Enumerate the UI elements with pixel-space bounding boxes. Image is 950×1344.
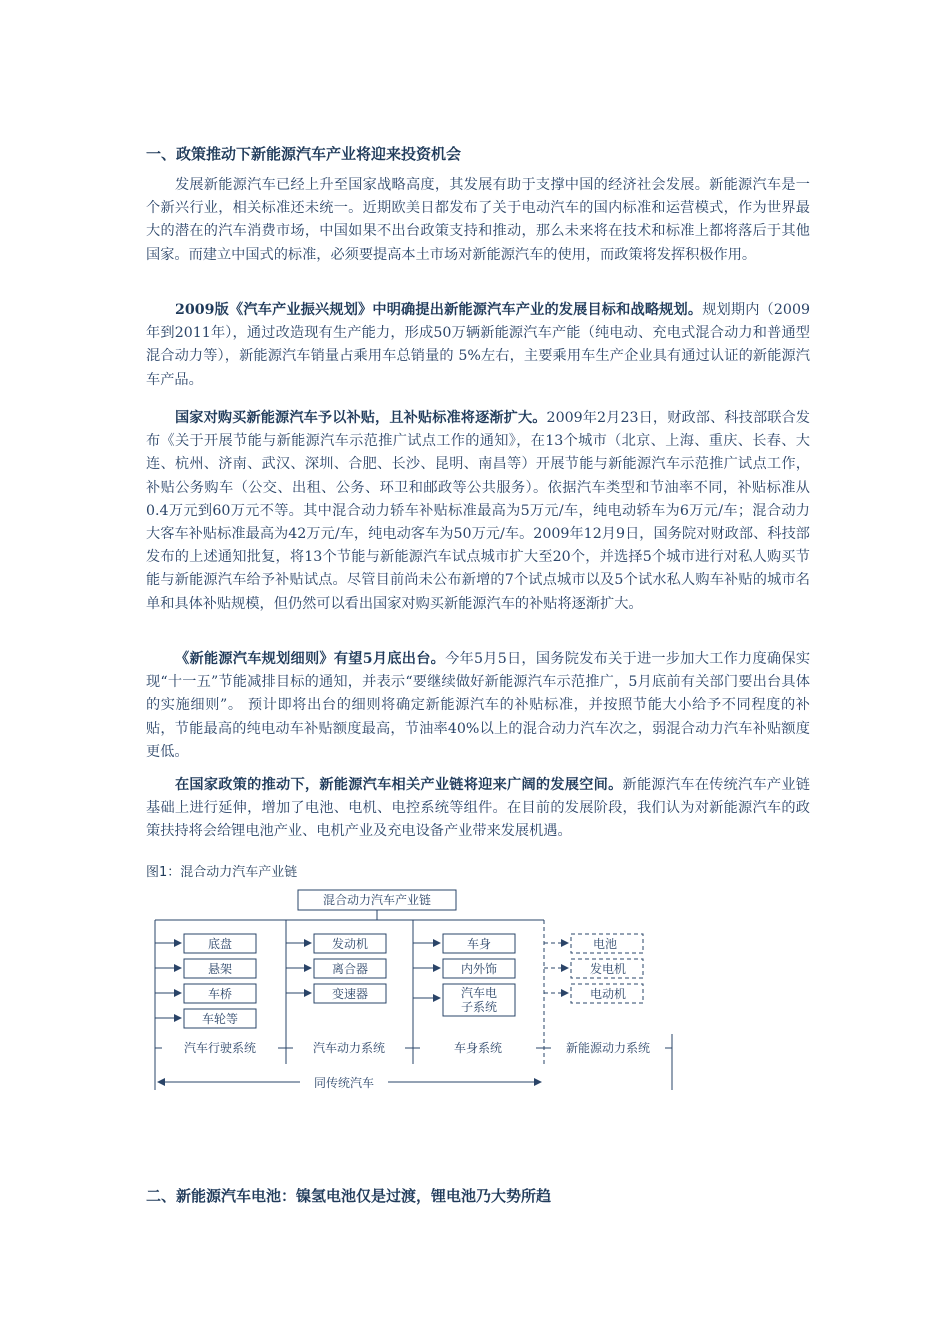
col3-label-2: 内外饰 xyxy=(460,962,498,976)
traditional-label: 同传统汽车 xyxy=(313,1076,375,1090)
paragraph-1-text: 发展新能源汽车已经上升至国家战略高度，其发展有助于支撑中国的经济社会发展。新能源汽车是一个新兴行业，相关标准还未统一。近期欧美日都发布了关于电动汽车的国内标准和运营模式，作为世界最大的潜在的汽车消费市场，中国如果不出台政策支持和推动，那么未来将在技术和标准上都将落后于其他国家。而建立中国式的标准，必须要提高本土市场对新能源汽车的使用，而政策将发挥积极作用。 xyxy=(146,177,810,263)
paragraph-2-lead: 2009版《汽车产业振兴规划》中明确提出新能源汽车产业的发展目标和战略规划。 xyxy=(175,302,703,318)
col4-label-2: 发电机 xyxy=(589,962,627,976)
col1-label-2: 悬架 xyxy=(207,962,233,976)
col2-label-2: 离合器 xyxy=(331,962,369,976)
system-label-3: 车身系统 xyxy=(453,1041,503,1055)
paragraph-5-body: 新能源汽车在传统汽车产业链基础上进行延伸，增加了电池、电机、电控系统等组件。在目前的发展阶段，我们认为对新能源汽车的政策扶持将会给锂电池产业、电机产业及充电设备产业带来发展机遇。 xyxy=(146,777,810,840)
paragraph-4-body: 今年5月5日，国务院发布关于进一步加大工作力度确保实现“十一五”节能减排目标的通知，并表示“要继续做好新能源汽车示范推广，5月底前有关部门要出台具体的实施细则”。 预计即将出台的细则将确定新能源汽车的补贴标准，并按照节能大小给予不同程度的补贴，节能最高的纯电动车补贴额度最高，节油率40%以上的混合动力汽车次之，弱混合动力汽车补贴额度更低。 xyxy=(146,651,811,760)
col3-label-3a: 汽车电 xyxy=(460,986,498,1000)
section1-title: 一、政策推动下新能源汽车产业将迎来投资机会 xyxy=(146,145,462,163)
col3-label-3b: 子系统 xyxy=(460,1000,498,1014)
col2-label-3: 变速器 xyxy=(331,987,369,1001)
root-label: 混合动力汽车产业链 xyxy=(322,893,432,907)
col4-label-3: 电动机 xyxy=(589,987,627,1001)
paragraph-5-lead: 在国家政策的推动下，新能源汽车相关产业链将迎来广阔的发展空间。 xyxy=(175,777,623,793)
paragraph-3-body: 2009年2月23日，财政部、科技部联合发布《关于开展节能与新能源汽车示范推广试点工作的通知》，在13个城市（北京、上海、重庆、长春、大连、杭州、济南、武汉、深圳、合肥、长沙、昆明、南昌等）开展节能与新能源汽车示范推广试点工作，补贴公务购车（公交、出租、公务、环卫和邮政等公共服务）。依据汽车类型和节油率不同，补贴标准从0.4万元到60万元不等。其中混合动力轿车补贴标准最高为5万元/车，纯电动轿车为6万元/车；混合动力大客车补贴标准最高为42万元/车，纯电动客车为50万元/车。2009年12月9日，国务院对财政部、科技部发布的上述通知批复，将13个节能与新能源汽车试点城市扩大至20个，并选择5个城市进行对私人购买节能与新能源汽车给予补贴试点。尽管目前尚未公布新增的7个试点城市以及5个试水私人购车补贴的城市名单和具体补贴规模，但仍然可以看出国家对购买新能源汽车的补贴将逐渐扩大。 xyxy=(146,410,810,612)
figure-caption: 图1：混合动力汽车产业链 xyxy=(146,865,298,880)
col1-label-3: 车桥 xyxy=(207,987,233,1001)
col1-label-1: 底盘 xyxy=(207,937,233,951)
col4-label-1: 电池 xyxy=(592,937,618,951)
section2-title: 二、新能源汽车电池：镍氢电池仅是过渡，锂电池乃大势所趋 xyxy=(146,1187,552,1205)
col1-label-4: 车轮等 xyxy=(201,1012,239,1026)
system-label-1: 汽车行驶系统 xyxy=(183,1041,257,1055)
system-label-2: 汽车动力系统 xyxy=(312,1041,386,1055)
paragraph-2-body: 规划期内（2009年到2011年），通过改造现有生产能力，形成50万辆新能源汽车产能（纯电动、充电式混合动力和普通型混合动力等），新能源汽车销量占乘用车总销量的 5%左右，主要乘用车生产企业具有通过认证的新能源汽车产品。 xyxy=(146,302,810,388)
col3-label-1: 车身 xyxy=(466,937,492,951)
system-label-4: 新能源动力系统 xyxy=(565,1041,651,1055)
paragraph-4-lead: 《新能源汽车规划细则》有望5月底出台。 xyxy=(175,651,446,667)
col2-label-1: 发动机 xyxy=(331,937,369,951)
paragraph-3-lead: 国家对购买新能源汽车予以补贴，且补贴标准将逐渐扩大。 xyxy=(175,410,547,426)
